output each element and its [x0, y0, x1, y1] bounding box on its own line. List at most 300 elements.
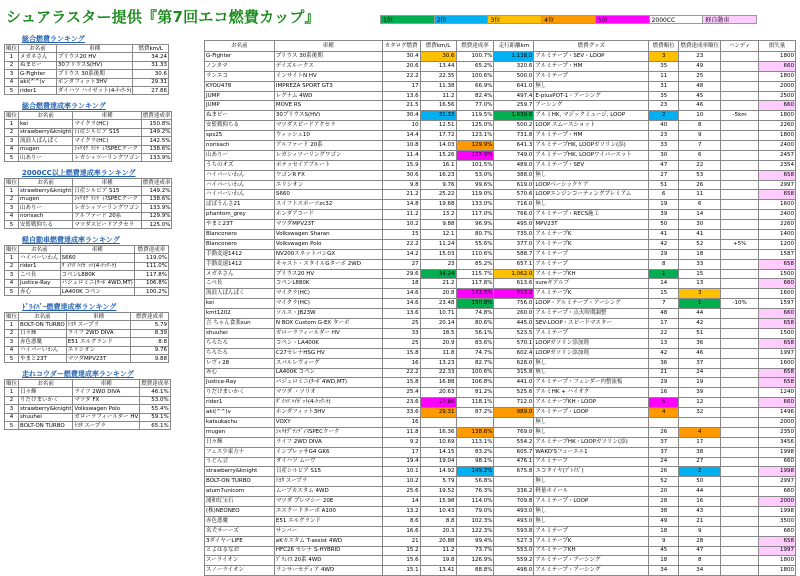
main-cell: ウィッシュ10 [274, 131, 382, 141]
main-cell: 10.1 [382, 467, 420, 477]
main-cell [721, 348, 759, 358]
main-cell: 8.6 [382, 516, 420, 526]
main-cell: 18.5 [420, 328, 456, 338]
main-cell: 41 [649, 230, 679, 240]
main-cell: 17 [382, 81, 420, 91]
ranking-cell: こべ長 [19, 271, 61, 279]
ranking-header-cell: 順位 [6, 112, 18, 119]
main-cell: 150.8% [456, 299, 494, 309]
main-header-cell: 燃費達成率 [456, 41, 494, 52]
main-cell [721, 368, 759, 378]
main-cell: LOOPガソリン添加剤 [534, 338, 649, 348]
main-cell: 無し [534, 81, 649, 91]
ranking-row [5, 53, 169, 61]
main-cell: kmt1202 [205, 309, 275, 319]
main-cell: 100.6% [456, 368, 494, 378]
main-cell: 30 [649, 150, 679, 160]
main-cell: 41 [679, 230, 721, 240]
main-cell [721, 141, 759, 151]
ranking-cell: 日々輝 [19, 329, 67, 337]
main-cell: 1800 [759, 556, 796, 566]
main-cell: 無し [534, 170, 649, 180]
main-row [205, 249, 796, 259]
main-cell: 88.8% [456, 566, 494, 576]
main-cell: 37 [649, 447, 679, 457]
main-cell: LOOP・アルミテープ・アーシング [534, 299, 649, 309]
ranking-title: 2000CC以上燃費達成率ランキング [22, 169, 136, 177]
main-cell: 43 [679, 506, 721, 516]
main-cell: 709.8 [494, 497, 534, 507]
main-cell: strawberry&knight [205, 467, 275, 477]
main-cell: 20.3 [420, 526, 456, 536]
ranking-cell: aki(^^)v [19, 78, 57, 86]
main-cell: 8 [649, 259, 679, 269]
main-cell: 10 [382, 121, 420, 131]
main-cell: 74.8% [456, 309, 494, 319]
main-cell: 658 [759, 338, 796, 348]
main-cell: 523.5 [494, 328, 534, 338]
main-cell: 6 [679, 150, 721, 160]
main-cell: 33 [649, 141, 679, 151]
main-cell: KYOU478 [205, 81, 275, 91]
main-cell: 613.6 [494, 279, 534, 289]
main-cell: 14.6 [382, 289, 420, 299]
main-cell: 22.2 [382, 71, 420, 81]
main-cell: スーライオン [205, 556, 275, 566]
main-cell: 11.8 [420, 348, 456, 358]
main-cell: 553.0 [494, 546, 534, 556]
main-cell: 1 [679, 299, 721, 309]
main-cell: sps25 [205, 131, 275, 141]
main-row [205, 111, 796, 121]
main-row [205, 427, 796, 437]
main-row [205, 566, 796, 576]
main-cell: 42 [649, 239, 679, 249]
main-cell: 11.38 [420, 81, 456, 91]
main-row [205, 487, 796, 497]
main-cell: 100.6% [456, 71, 494, 81]
main-cell: レヴィ28 [205, 358, 275, 368]
ranking-header-cell: 燃費達成率 [142, 112, 171, 119]
main-cell [721, 328, 759, 338]
main-cell: 9.8 [382, 180, 420, 190]
ranking-cell: Volkswagen Polo [73, 405, 140, 413]
main-cell: 115.7% [456, 269, 494, 279]
main-cell: JUMP [205, 91, 275, 101]
main-cell: 123.1% [456, 131, 494, 141]
ranking-cell: 30.6 [133, 70, 169, 78]
main-cell: 7 [649, 299, 679, 309]
main-cell: 14.92 [420, 467, 456, 477]
main-cell: 660 [759, 101, 796, 111]
ranking-header-cell: 順位 [6, 246, 18, 253]
ranking-cell: 106.8% [134, 279, 168, 287]
main-cell: 766.0 [494, 210, 534, 220]
main-cell [721, 497, 759, 507]
main-cell: 527.3 [494, 536, 534, 546]
main-cell [721, 180, 759, 190]
ranking-cell: 149.2% [141, 187, 172, 195]
main-cell: 2500 [759, 91, 796, 101]
main-cell: 25 [382, 338, 420, 348]
main-cell: アルミテープ [534, 249, 649, 259]
main-cell: 1240 [759, 388, 796, 398]
main-header-cell: お名前 [205, 41, 275, 52]
ranking-row [5, 153, 172, 161]
main-cell: 16.6 [382, 526, 420, 536]
main-cell [721, 91, 759, 101]
ranking-row [5, 396, 171, 404]
ranking-cell: ぬまピー [19, 61, 57, 69]
ranking-cell: アルファード 20系 [73, 212, 142, 220]
ranking-row [5, 204, 172, 212]
main-cell: 流浪人ばんぱく [205, 289, 275, 299]
main-row [205, 497, 796, 507]
main-row [205, 408, 796, 418]
main-cell: 46 [679, 348, 721, 358]
main-cell: 49 [679, 61, 721, 71]
main-cell: -5km [721, 111, 759, 121]
main-cell: レグナム 4WD [274, 91, 382, 101]
main-cell: 36 [679, 338, 721, 348]
ranking-header-cell: 順位 [6, 45, 18, 52]
main-cell: 1997 [759, 348, 796, 358]
main-cell: +5% [721, 239, 759, 249]
main-cell: ランサーセディア 4WD [274, 566, 382, 576]
main-cell: 23 [679, 52, 721, 62]
main-cell: 17 [679, 437, 721, 447]
main-cell: 21.5 [382, 101, 420, 111]
main-cell: 34 [649, 566, 679, 576]
main-row [205, 190, 796, 200]
main-cell: 2260 [759, 121, 796, 131]
main-cell: 660 [759, 279, 796, 289]
ranking-cell: rider1 [19, 86, 57, 94]
ranking-cell: 2 [5, 128, 19, 136]
main-cell: 1998 [759, 447, 796, 457]
main-cell: 3ダイヤーLIFE [205, 536, 275, 546]
main-cell: 11.2 [420, 91, 456, 101]
ranking-cell: 142.5% [141, 137, 172, 145]
main-cell: 675.8 [494, 467, 534, 477]
main-cell: 15.2 [382, 546, 420, 556]
main-cell: 588.7 [494, 249, 534, 259]
main-cell: 14 [679, 210, 721, 220]
ranking-row [5, 61, 169, 69]
main-row [205, 150, 796, 160]
main-cell: 13 [649, 338, 679, 348]
main-cell [721, 427, 759, 437]
main-cell: 377.0 [494, 239, 534, 249]
main-cell: BOLT-ON TURBO [205, 477, 275, 487]
main-cell: 無し [534, 358, 649, 368]
main-cell: 3500 [759, 516, 796, 526]
main-header-cell: 燃費グッズ [534, 41, 649, 52]
main-cell: 79.0% [456, 506, 494, 516]
ranking-cell: 日々輝 [19, 388, 73, 396]
main-cell: 119.5% [456, 111, 494, 121]
main-results-table [204, 40, 796, 576]
main-cell: Volkswagen Sharan [274, 230, 382, 240]
main-cell: 1998 [759, 467, 796, 477]
ranking-cell: 3 [5, 70, 19, 78]
main-cell: JUMP [205, 101, 275, 111]
main-cell: 497.4 [494, 91, 534, 101]
main-cell: 16 [649, 388, 679, 398]
ranking-cell: 山ありー [19, 153, 73, 161]
main-cell: ムーブカスタム 4WD [274, 487, 382, 497]
main-cell: 25 [382, 319, 420, 329]
main-cell [721, 447, 759, 457]
main-cell: 20.63 [420, 388, 456, 398]
main-cell: 17 [649, 319, 679, 329]
main-cell [721, 210, 759, 220]
main-cell: ばばうんさ21 [205, 200, 275, 210]
main-cell: 11.2 [382, 210, 420, 220]
main-cell: 83.6% [456, 338, 494, 348]
ranking-header-cell: 車種 [66, 313, 131, 321]
ranking-cell: 138.6% [141, 195, 172, 203]
main-cell [721, 467, 759, 477]
ranking-header-row [5, 246, 169, 254]
main-cell: 658 [759, 170, 796, 180]
main-cell: 2000 [759, 81, 796, 91]
main-cell: 19 [649, 200, 679, 210]
main-cell: 8 [679, 121, 721, 131]
main-cell: 82.7% [456, 358, 494, 368]
ranking-cell: 3 [5, 405, 19, 413]
ranking-table [4, 379, 171, 430]
main-cell [721, 121, 759, 131]
main-cell: atum7unicorn [205, 487, 275, 497]
main-cell: ポテッセイアブルート [274, 160, 382, 170]
main-cell: 20 [649, 487, 679, 497]
main-cell: 16.1 [420, 160, 456, 170]
ranking-cell: ダイハツ ハイゼット(4-ｹｯｸ-ﾗ) [57, 87, 132, 94]
main-row [205, 91, 796, 101]
main-cell: MPV23T [534, 220, 649, 230]
ranking-cell: 山ありー [19, 204, 73, 212]
main-row [205, 319, 796, 329]
main-row [205, 338, 796, 348]
main-cell: ランエコ [205, 71, 275, 81]
main-cell: 336.2 [494, 487, 534, 497]
main-cell: ﾀﾞｲﾊﾂ ﾊｲｾﾞｯﾄ(4-ｹｯｸ-ﾗ) [274, 398, 382, 408]
main-cell: マツダスピードアクセラ [274, 121, 382, 131]
main-cell: 73.7% [456, 546, 494, 556]
main-cell: 9.76 [420, 180, 456, 190]
main-row [205, 309, 796, 319]
legend-third: 3位 [488, 15, 542, 24]
main-cell: 1587 [759, 249, 796, 259]
main-cell: 34 [679, 566, 721, 576]
ranking-cell: レガシィツーリングワゴン [74, 154, 140, 161]
main-cell [721, 516, 759, 526]
main-cell: 13 [679, 279, 721, 289]
ranking-cell: ﾄﾖﾀ スープラ [66, 321, 131, 329]
main-cell [721, 408, 759, 418]
main-cell: マツダMPV23T [274, 220, 382, 230]
main-cell: 19 [679, 378, 721, 388]
main-cell: 10.2 [382, 477, 420, 487]
main-cell: 31 [649, 81, 679, 91]
main-cell: 29.31 [420, 408, 456, 418]
ranking-cell: 150.8% [141, 120, 172, 128]
main-header-cell: 車種 [274, 41, 382, 52]
ranking-row [5, 413, 171, 421]
main-cell: N BOX Custom G-EX ターボ [274, 319, 382, 329]
ranking-cell: 149.2% [141, 128, 172, 136]
ranking-cell: マツダ FX [73, 396, 140, 404]
main-cell: 40 [649, 121, 679, 131]
main-cell: 24 [649, 457, 679, 467]
main-cell: 500.2 [494, 121, 534, 131]
main-cell: 3 [649, 52, 679, 62]
main-cell: 16 [382, 358, 420, 368]
main-cell [721, 259, 759, 269]
main-cell: 15 [679, 269, 721, 279]
main-cell: LOOP スムースショット [534, 121, 649, 131]
main-cell: 142.5% [456, 289, 494, 299]
ranking-cell: 5.79 [131, 321, 169, 329]
main-header-cell: 燃費km/L [420, 41, 456, 52]
main-cell: 1600 [759, 358, 796, 368]
ranking-header-row [5, 179, 172, 187]
ranking-header-cell: お名前 [19, 45, 57, 53]
main-cell: 48 [679, 81, 721, 91]
ranking-cell: 119.0% [134, 254, 168, 262]
main-cell: 1496 [759, 408, 796, 418]
main-cell: アルミテープHK・LOOPガソリン(添) [534, 437, 649, 447]
ranking-header-cell: お名前 [19, 380, 73, 388]
main-cell: 149.2% [456, 467, 494, 477]
main-cell: 22.2 [382, 368, 420, 378]
ranking-box [4, 302, 169, 363]
main-cell: 716.0 [494, 200, 534, 210]
ranking-row [5, 338, 169, 346]
main-cell: 軽量ホイール [534, 487, 649, 497]
main-cell: 99.6% [456, 180, 494, 190]
main-cell: アルミテープ・LOOP [534, 497, 649, 507]
ranking-cell: 2 [5, 396, 19, 404]
main-cell: 17 [382, 447, 420, 457]
main-cell: アルミテープ・LOOP [534, 408, 649, 418]
main-cell: 19.68 [420, 200, 456, 210]
main-cell [721, 457, 759, 467]
main-cell: 36 [649, 358, 679, 368]
main-row [205, 348, 796, 358]
main-cell: 14.15 [420, 447, 456, 457]
main-cell: E51 エルグランド [274, 516, 382, 526]
main-row [205, 447, 796, 457]
main-cell: 81.2% [456, 388, 494, 398]
main-cell: アルミテープ・HM [534, 131, 649, 141]
main-cell: アルミHK, マジックミュージ, LOOP [534, 111, 649, 121]
main-cell [494, 417, 534, 427]
ranking-title: ﾄﾞﾗｲﾊﾞｰ燃費達成率ランキング [22, 303, 117, 311]
main-cell: 18 [649, 526, 679, 536]
main-cell: 769.0 [494, 427, 534, 437]
main-cell [721, 477, 759, 487]
ranking-cell: strawberry&knight [20, 129, 72, 136]
main-cell: 260.0 [494, 309, 534, 319]
main-cell: 44 [679, 309, 721, 319]
main-cell: 11 [649, 71, 679, 81]
main-cell: 96.9% [456, 220, 494, 230]
main-cell: 30プリウスS(HV) [274, 111, 382, 121]
main-cell [721, 220, 759, 230]
ranking-cell: 流浪人ばんぱく [19, 137, 73, 145]
main-cell [420, 417, 456, 427]
ranking-row [5, 187, 172, 195]
main-cell [649, 417, 679, 427]
main-cell: 48 [649, 309, 679, 319]
main-cell: 1997 [759, 546, 796, 556]
main-row [205, 71, 796, 81]
ranking-table [4, 111, 172, 162]
main-row [205, 398, 796, 408]
main-cell: 26 [649, 427, 679, 437]
main-cell: 1800 [759, 71, 796, 81]
ranking-cell: norisach [19, 212, 73, 220]
main-cell: 125.0% [456, 121, 494, 131]
main-cell: 14.6 [382, 299, 420, 309]
main-cell: 1800 [759, 131, 796, 141]
ranking-cell: ハイバーいわん [19, 346, 67, 354]
main-cell: スイフトスポーツzc32 [274, 200, 382, 210]
main-cell: 17.72 [420, 131, 456, 141]
ranking-row [5, 287, 169, 295]
main-cell: 19.52 [420, 487, 456, 497]
main-cell: アルミテープ [534, 259, 649, 269]
main-cell [721, 200, 759, 210]
ranking-table [4, 44, 169, 95]
main-cell: 19.04 [420, 457, 456, 467]
main-cell: 495.0 [494, 220, 534, 230]
ranking-cell: rider1 [19, 262, 61, 270]
main-row [205, 546, 796, 556]
main-cell: 660 [759, 61, 796, 71]
main-row [205, 170, 796, 180]
ranking-cell: 安監戦仰ちる [19, 220, 73, 228]
main-row [205, 121, 796, 131]
main-header-cell: 損失量 [759, 41, 796, 52]
main-row [205, 52, 796, 62]
main-cell: 35 [649, 91, 679, 101]
main-cell: S660 [274, 190, 382, 200]
main-cell: 6 [679, 200, 721, 210]
main-cell [721, 190, 759, 200]
main-cell: 23 [649, 131, 679, 141]
main-cell: -10% [721, 299, 759, 309]
main-cell: LOOPガソリン添加剤 [534, 348, 649, 358]
ranking-title: 総合燃費達成率ランキング [22, 102, 106, 110]
main-cell: 16.56 [420, 101, 456, 111]
main-cell: 42 [649, 348, 679, 358]
main-row [205, 220, 796, 230]
main-cell: 99.4% [456, 536, 494, 546]
main-cell: shuuhei [205, 328, 275, 338]
ranking-cell: 1 [5, 187, 19, 195]
main-cell: アルミテープHK, LOOPガソリン(添) [534, 141, 649, 151]
main-cell: パジェロミニ(ﾀｰﾎﾞ4WD,MT) [274, 378, 382, 388]
main-cell: アルミテープK [534, 239, 649, 249]
main-cell: 22.33 [420, 368, 456, 378]
main-cell: コペン・LA400K [274, 338, 382, 348]
main-cell: 30.6 [420, 52, 456, 62]
main-cell: 2260 [759, 220, 796, 230]
main-cell: 14.2 [382, 249, 420, 259]
